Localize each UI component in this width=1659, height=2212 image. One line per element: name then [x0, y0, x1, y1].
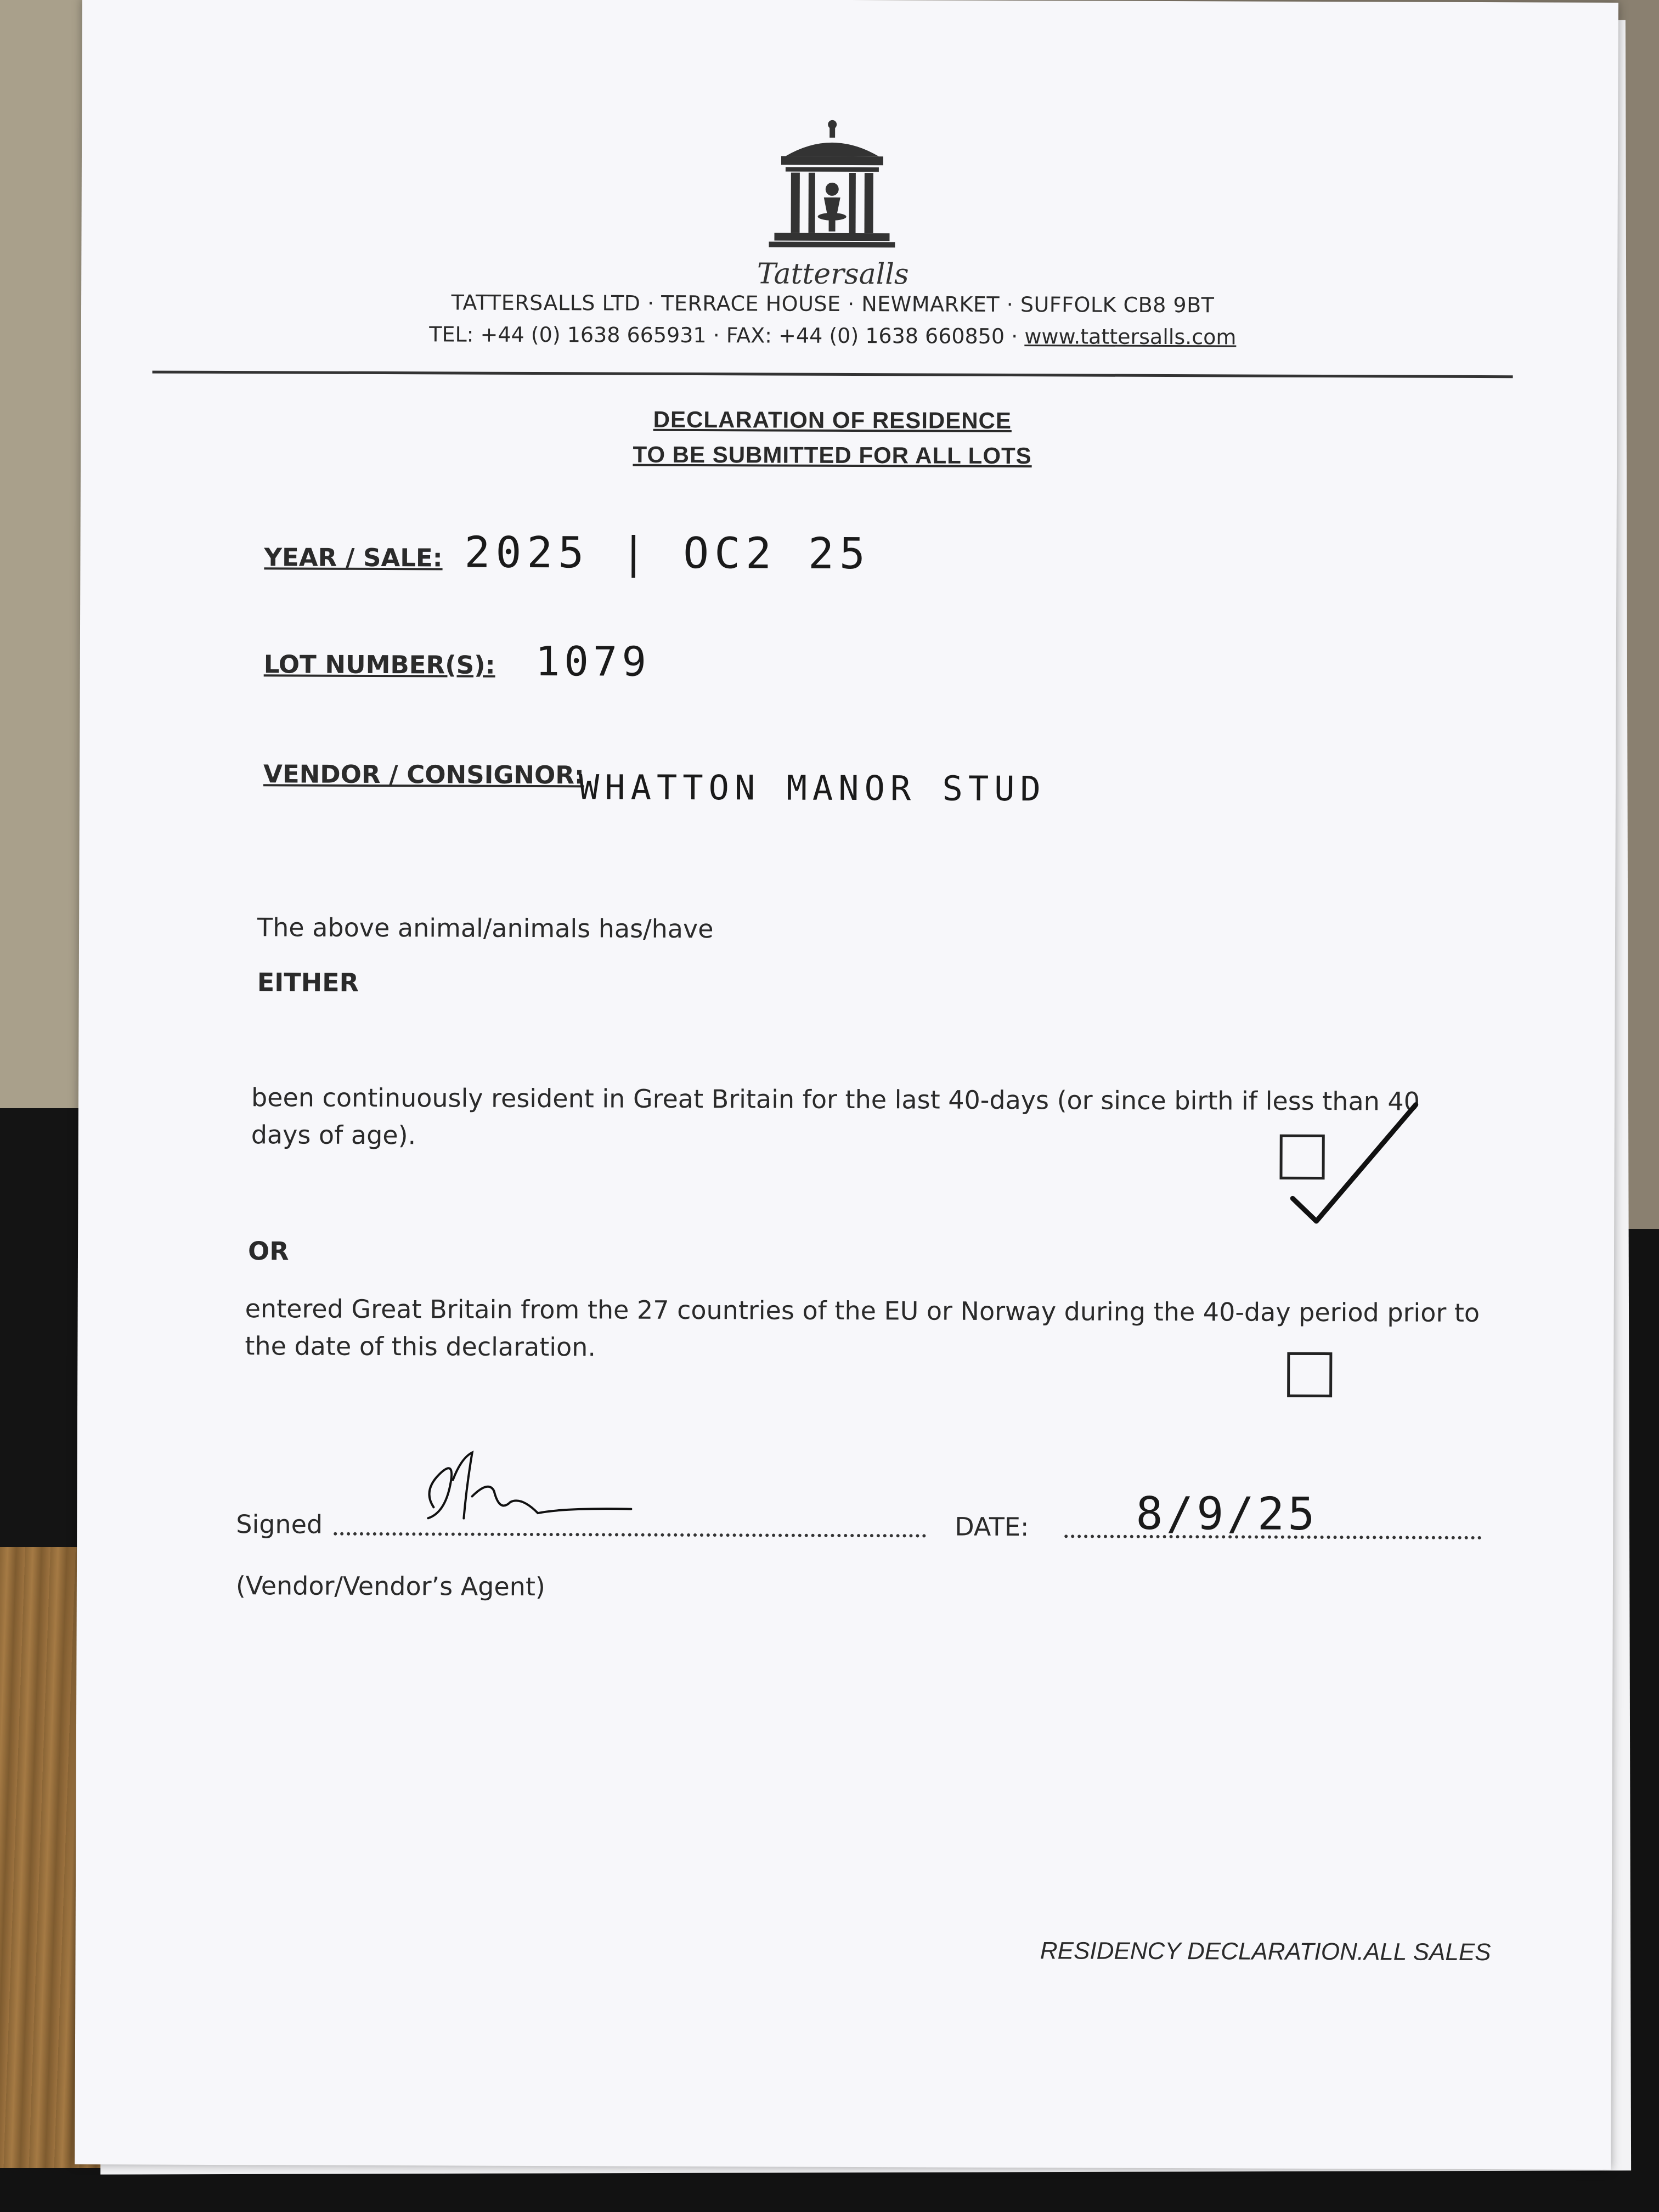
option-resident-text: been continuously resident in Great Britain for the last 40-days (or since birth if less than 40 days of age). — [251, 1082, 1420, 1150]
company-address: TATTERSALLS LTD · TERRACE HOUSE · NEWMARKET · SUFFOLK CB8 9BT — [451, 290, 1215, 318]
or-heading: OR — [247, 1236, 289, 1266]
signer-role: (Vendor/Vendor’s Agent) — [235, 1571, 545, 1602]
vendor-consignor-label: VENDOR / CONSIGNOR: — [263, 759, 585, 790]
year-sale-value[interactable]: 2025 | OC2 25 — [464, 528, 871, 579]
brand-name: Tattersalls — [757, 257, 909, 291]
background-bottom-edge — [0, 2168, 1659, 2212]
contact-numbers: TEL: +44 (0) 1638 665931 · FAX: +44 (0) 1638 660850 · — [429, 322, 1025, 349]
form-subtitle: TO BE SUBMITTED FOR ALL LOTS — [633, 441, 1032, 469]
signed-label: Signed — [236, 1509, 323, 1539]
checkmark-icon — [1282, 1104, 1364, 1176]
either-heading: EITHER — [257, 967, 359, 997]
vendor-consignor-value[interactable]: WHATTON MANOR STUD — [578, 767, 1047, 809]
statement-intro: The above animal/animals has/have — [257, 912, 714, 944]
header-divider — [153, 371, 1513, 379]
option-entered-text: entered Great Britain from the 27 countries of the EU or Norway during the 40-day period prior to the date of this declaration. — [245, 1294, 1480, 1362]
handwritten-signature — [411, 1447, 642, 1535]
option-entered-checkbox[interactable] — [1287, 1352, 1332, 1397]
tattersalls-logo-icon — [769, 117, 895, 255]
form-footer: RESIDENCY DECLARATION.ALL SALES — [1040, 1937, 1491, 1966]
year-sale-label: YEAR / SALE: — [264, 543, 443, 573]
lot-number-value[interactable]: 1079 — [535, 638, 651, 686]
website-link[interactable]: www.tattersalls.com — [1024, 324, 1237, 349]
form-title: DECLARATION OF RESIDENCE — [653, 406, 1012, 434]
contact-line — [246, 321, 1420, 349]
date-label: DATE: — [955, 1511, 1029, 1542]
declaration-form — [75, 0, 1618, 2170]
background-dark-edge — [1626, 1229, 1659, 2212]
option-resident-checkbox[interactable] — [1280, 1135, 1325, 1180]
lot-number-label: LOT NUMBER(S): — [263, 650, 495, 680]
date-value[interactable]: 8/9/25 — [1136, 1487, 1318, 1541]
